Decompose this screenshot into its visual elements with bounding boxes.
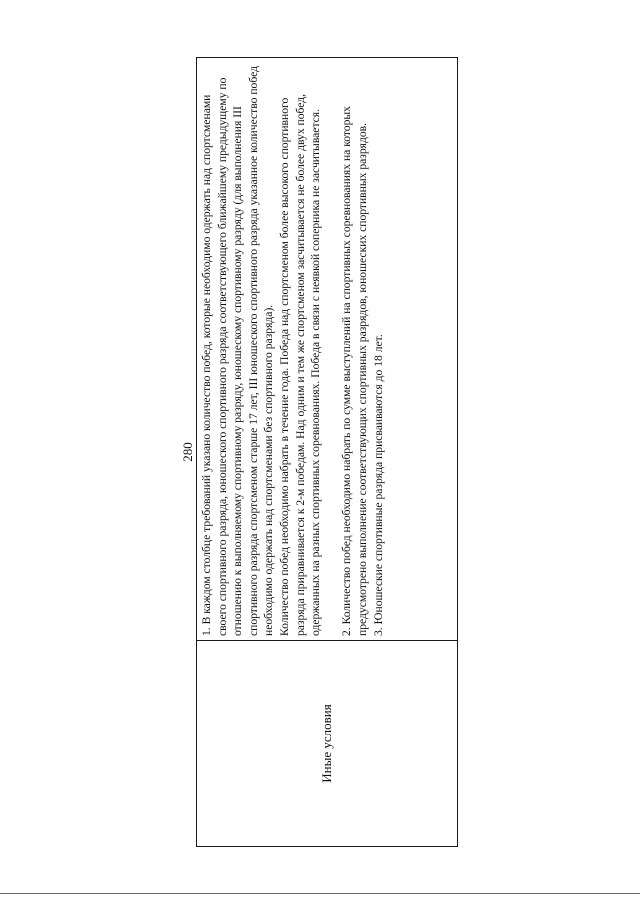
table-label-cell: [197, 640, 457, 846]
paragraph-3: 2. Количество побед необходимо набрать по сумме выступлений на спортивных соревнованиях на которых предусмотрено выполнение соответствующих спортивных разрядов, юношеских спортивных разрядов.: [340, 106, 369, 636]
bottom-rule: [0, 893, 640, 894]
conditions-table: [196, 57, 458, 847]
page-number: 280: [180, 442, 195, 462]
table-label: Иные условия: [319, 704, 334, 783]
paragraph-1: 1. В каждом столбце требований указано количество побед, которые необходимо одержать над спортсменами своего спортивного разряда, юношеского спортивного разряда соответствующего ближайшему предыдущему по отношению к выполняемому спортивному разряду, юношескому спортивному разряду (для выполнения III спортивного разряда спортсменом старше 17 лет, III юношеского спортивного разряда указанное количество побед необходимо одержать над спортсменами без спортивного разряда).: [200, 66, 276, 636]
table-text-cell: [197, 58, 457, 640]
paragraph-spacer: [324, 63, 340, 636]
paragraph-4: 3. Юношеские спортивные разряда присваиваются до 18 лет.: [371, 334, 385, 636]
paragraph-2: Количество побед необходимо набрать в течение года. Победа над спортсменом более высокого спортивного разряда приравнивается к 2-м победам. Над одним и тем же спортсменом засчитывается не более двух побед, одержанных на разных спортивных соревнованиях. Победа в связи с неявкой соперника не засчитывается.: [277, 93, 323, 636]
rotated-page-content: [180, 57, 460, 847]
